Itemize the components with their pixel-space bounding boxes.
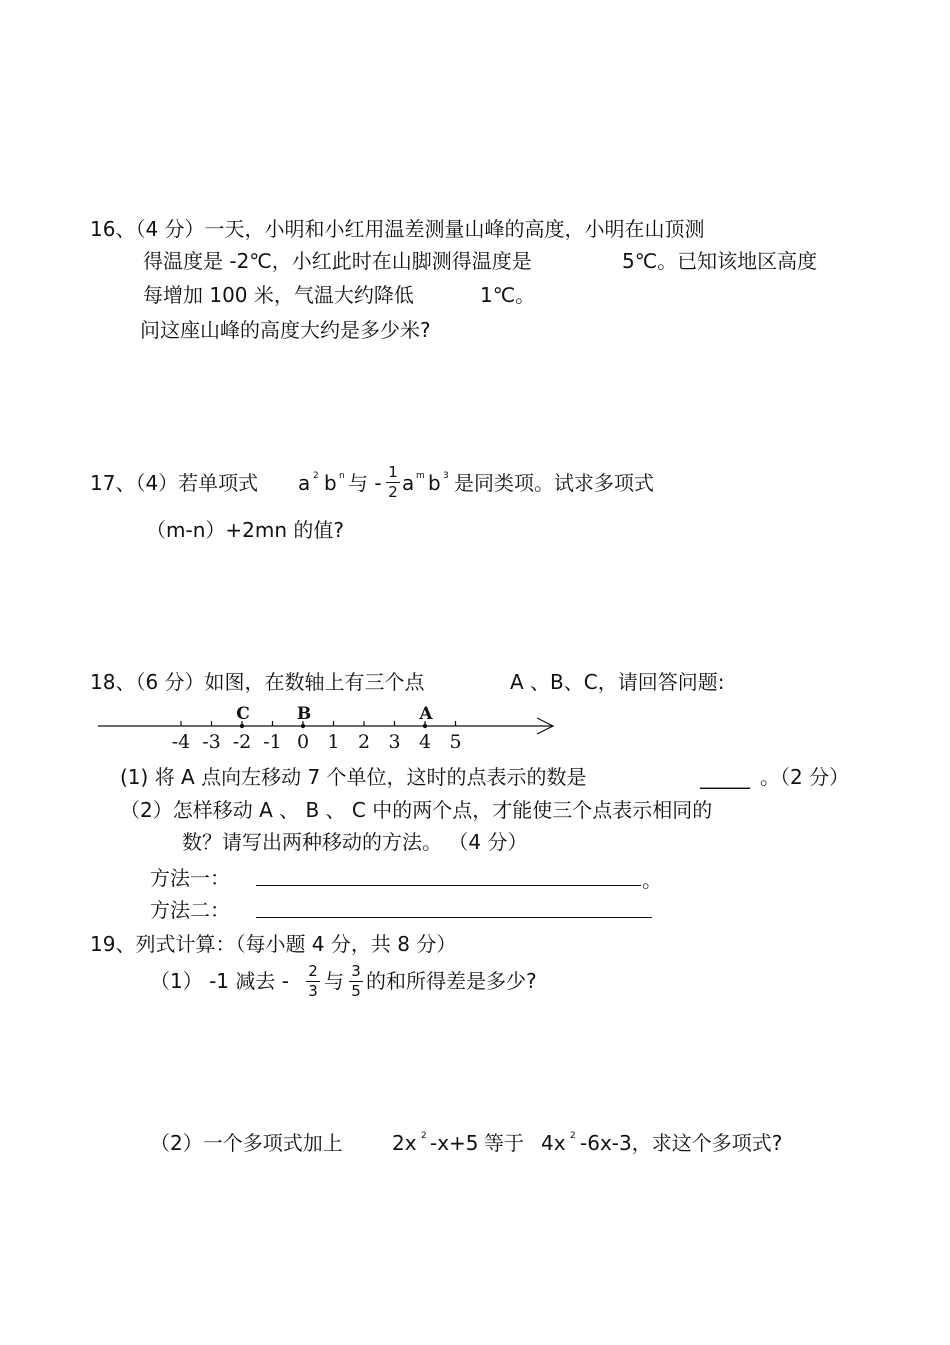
number-line-tick-label: -1 <box>263 731 282 753</box>
number-line-tick-label: 3 <box>388 731 401 753</box>
q16-line-1: 16、（4 分）一天，小明和小红用温差测量山峰的高度，小明在山顶测 <box>90 217 705 241</box>
q16-line-3a: 每增加 100 米，气温大约降低 <box>143 283 414 307</box>
q19-p1-mid: 与 <box>324 969 344 993</box>
q18-part1-text: (1) 将 A 点向左移动 7 个单位，这时的点表示的数是 <box>120 765 587 789</box>
number-line-tick-label: 4 <box>418 731 432 753</box>
method-2-label: 方法二： <box>150 898 230 922</box>
q19-p2-expr2-b: -6x-3，求这个多项式? <box>580 1131 783 1155</box>
number-line-tick-label: 2 <box>357 731 371 753</box>
q19-p2-expr1-b: -x+5 <box>430 1131 479 1155</box>
number-line-tick-label: 5 <box>449 731 462 753</box>
q19-p1-fraction-1-denominator: 3 <box>308 982 318 1000</box>
q18-part1-blank[interactable]: _____ <box>700 765 750 789</box>
q17-tail: 是同类项。试求多项式 <box>454 471 654 495</box>
q17-term1-exp-a: 2 <box>313 471 319 481</box>
q19-p1-tail: 的和所得差是多少? <box>366 969 537 993</box>
number-line-point-label-c: C <box>236 704 250 724</box>
q17-term2-exp-b: 3 <box>443 471 449 481</box>
q17-lead: 17、（4）若单项式 <box>90 471 259 495</box>
number-line-tick-label: 0 <box>296 731 310 753</box>
q16-line-2b: 5℃。已知该地区高度 <box>622 249 818 273</box>
q18-line-1b: A 、B、C，请回答问题: <box>510 670 725 694</box>
method-1-answer-line[interactable] <box>256 885 641 886</box>
q19-p1-fraction-2-numerator: 3 <box>351 962 361 980</box>
q19-p1-fraction-2-denominator: 5 <box>351 982 361 1000</box>
q19-p2-expr2-exp: 2 <box>570 1131 576 1141</box>
q19-p1-fraction-1-numerator: 2 <box>308 962 318 980</box>
q17-term1-b: b <box>324 471 337 495</box>
q19-p1-lead: （1） -1 减去 - <box>150 969 289 993</box>
number-line-point-c <box>240 724 244 728</box>
q19-p1-fraction-2 <box>349 964 363 999</box>
q17-term2-a: a <box>402 471 415 495</box>
q16-line-3b: 1℃。 <box>480 283 536 307</box>
q17-fraction-numerator: 1 <box>388 463 398 481</box>
q19-p1-fraction-1 <box>306 964 320 999</box>
number-line-point-a <box>423 724 427 728</box>
q18-part1-score: 。（2 分） <box>760 765 850 789</box>
number-line-tick-label: -2 <box>232 731 252 753</box>
q18-part2-line-2: 数？请写出两种移动的方法。 （4 分） <box>182 830 528 854</box>
q17-fraction-denominator: 2 <box>388 483 398 501</box>
q19-p2-expr2-a: 4x <box>541 1131 566 1155</box>
q19-p2-mid: 等于 <box>484 1131 524 1155</box>
q17-term1-a: a <box>298 471 311 495</box>
method-2-answer-line[interactable] <box>256 917 652 918</box>
q17-fraction <box>386 465 400 500</box>
q17-line-2: （m-n）+2mn 的值? <box>146 518 344 542</box>
method-1-label: 方法一： <box>150 866 230 890</box>
q17-term2-b: b <box>428 471 441 495</box>
q16-line-2a: 得温度是 -2℃，小红此时在山脚测得温度是 <box>143 249 532 273</box>
q19-p2-lead: （2）一个多项式加上 <box>150 1131 343 1155</box>
q16-line-4: 问这座山峰的高度大约是多少米? <box>140 318 431 342</box>
number-line-tick-label: -3 <box>202 731 221 753</box>
number-line-tick-label: -4 <box>171 731 191 753</box>
q19-p2-expr1-a: 2x <box>392 1131 417 1155</box>
number-line-point-label-a: A <box>419 704 433 724</box>
q19-p2-expr1-exp: 2 <box>421 1131 427 1141</box>
q17-term1-exp-b: n <box>339 471 345 481</box>
q18-part2-line-1: （2）怎样移动 A 、 B 、 C 中的两个点，才能使三个点表示相同的 <box>120 798 713 822</box>
q18-line-1a: 18、（6 分）如图，在数轴上有三个点 <box>90 670 425 694</box>
number-line-tick-label: 1 <box>327 731 340 753</box>
number-line-figure <box>0 690 950 760</box>
q19-title: 19、列式计算：（每小题 4 分，共 8 分） <box>90 932 457 956</box>
q17-term2-exp-a: m <box>416 471 425 481</box>
q17-mid: 与 - <box>348 471 382 495</box>
method-1-end: 。 <box>642 868 662 892</box>
number-line-point-b <box>301 724 305 728</box>
number-line-point-label-b: B <box>296 704 312 724</box>
